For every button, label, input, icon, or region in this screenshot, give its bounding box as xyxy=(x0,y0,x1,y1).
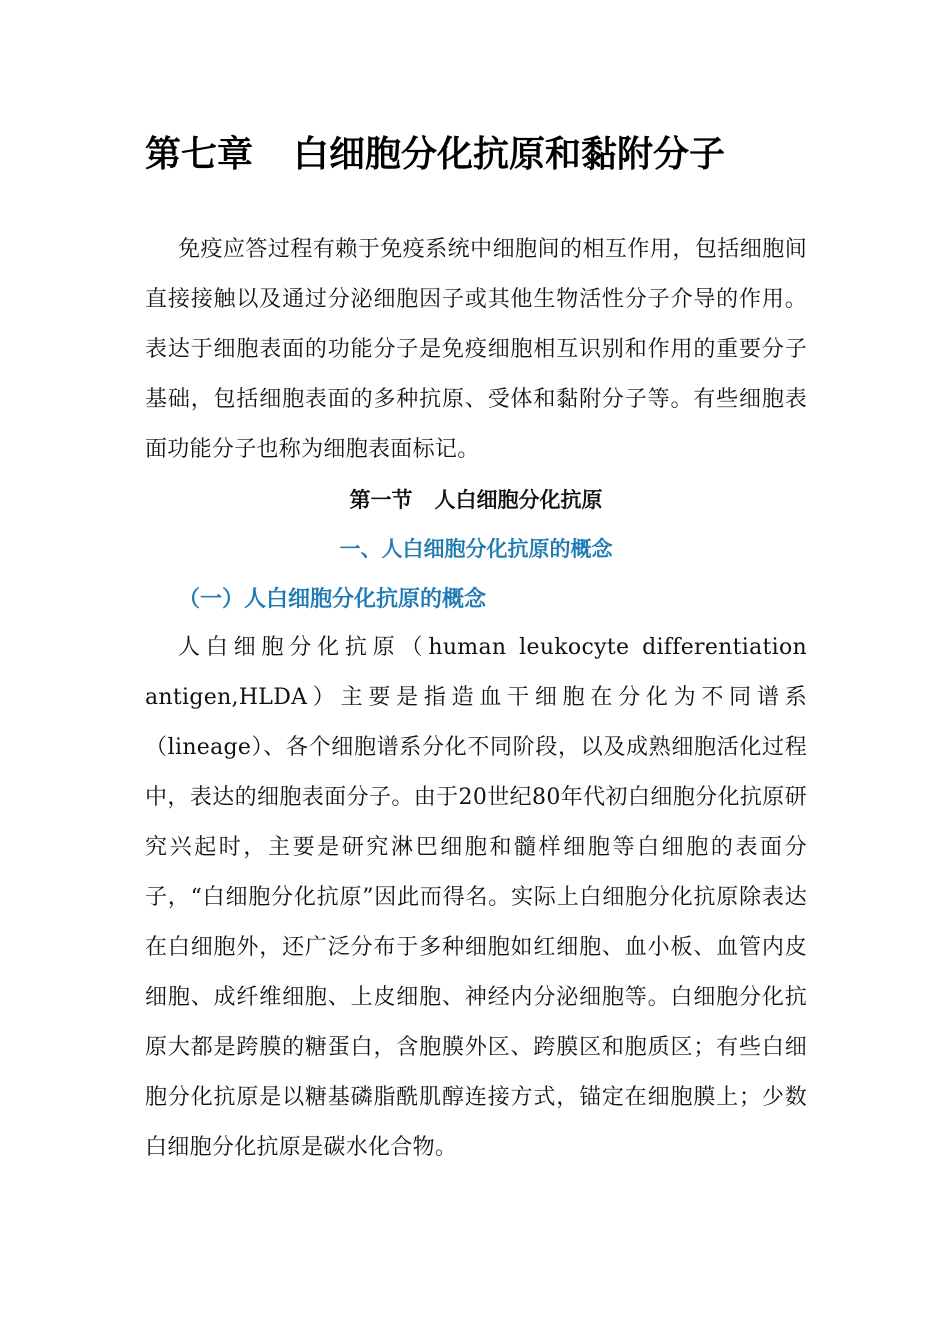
chapter-number: 第七章 xyxy=(145,133,254,175)
section-number: 第一节 xyxy=(349,488,413,512)
subsubsection-title: （一）人白细胞分化抗原的概念 xyxy=(178,586,487,612)
section-title-text: 人白细胞分化抗原 xyxy=(434,488,603,512)
subsection-title: 一、人白细胞分化抗原的概念 xyxy=(339,537,613,561)
chapter-title-text: 白细胞分化抗原和黏附分子 xyxy=(293,133,726,175)
intro-paragraph: 免疫应答过程有赖于免疫系统中细胞间的相互作用，包括细胞间直接接触以及通过分泌细胞因子或其他生物活性分子介导的作用。表达于细胞表面的功能分子是免疫细胞相互识别和作用的重要分子基础，包括细胞表面的多种抗原、受体和黏附分子等。有些细胞表面功能分子也称为细胞表面标记。 xyxy=(145,237,807,462)
section-title xyxy=(145,477,807,523)
body-paragraph: 人白细胞分化抗原（human leukocyte differentiation antigen,HLDA）主要是指造血干细胞在分化为不同谱系（lineage）、各个细胞谱系分化不同阶段，以及成熟细胞活化过程中，表达的细胞表面分子。由于20世纪80年代初白细胞分化抗原研究兴起时，主要是研究淋巴细胞和髓样细胞等白细胞的表面分子，“白细胞分化抗原”因此而得名。实际上白细胞分化抗原除表达在白细胞外，还广泛分布于多种细胞如红细胞、血小板、血管内皮细胞、成纤维细胞、上皮细胞、神经内分泌细胞等。白细胞分化抗原大都是跨膜的糖蛋白，含胞膜外区、跨膜区和胞质区；有些白细胞分化抗原是以糖基磷脂酰肌醇连接方式，锚定在细胞膜上；少数白细胞分化抗原是碳水化合物。 xyxy=(145,635,807,1160)
chapter-title xyxy=(145,128,725,180)
